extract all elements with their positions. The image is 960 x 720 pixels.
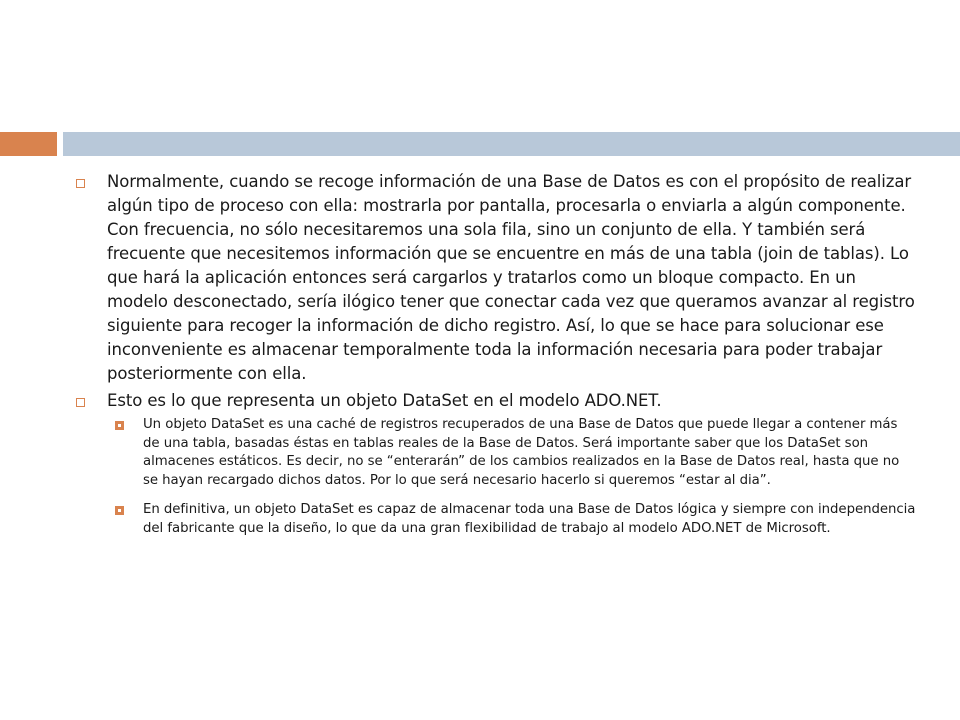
sub-bullet-item-2 — [115, 501, 916, 538]
hollow-square-bullet-icon — [76, 179, 85, 188]
sub-bullet-text-2: En definitiva, un objeto DataSet es capaz de almacenar toda una Base de Datos lógica y siempre con independencia del fabricante que la diseño, lo que da una gran flexibilidad de trabajo al modelo ADO.NET de Microsoft. — [143, 502, 916, 536]
hollow-square-bullet-icon — [76, 398, 85, 407]
filled-square-bullet-icon — [115, 506, 124, 515]
header-accent-bar-orange — [0, 132, 57, 156]
bullet-text-2: Esto es lo que representa un objeto DataSet en el modelo ADO.NET. — [107, 391, 662, 410]
bullet-item-2 — [76, 389, 916, 413]
bullet-item-1 — [76, 170, 916, 386]
filled-square-bullet-icon — [115, 421, 124, 430]
sub-bullet-text-1: Un objeto DataSet es una caché de registros recuperados de una Base de Datos que puede llegar a contener más de una tabla, basadas éstas en tablas reales de la Base de Datos. Será importante saber que los DataSet son almacenes estáticos. Es decir, no se “enterarán” de los cambios realizados en la Base de Datos real, hasta que no se hayan recargado dichos datos. Por lo que será necesario hacerlo si queremos “estar al dia”. — [143, 417, 900, 488]
bullet-text-1: Normalmente, cuando se recoge información de una Base de Datos es con el propósito de realizar algún tipo de proceso con ella: mostrarla por pantalla, procesarla o enviarla a algún componente. Con frecuencia, no sólo necesitaremos una sola fila, sino un conjunto de ella. Y también será frecuente que necesitemos información que se encuentre en más de una tabla (join de tablas). Lo que hará la aplicación entonces será cargarlos y tratarlos como un bloque compacto. En un modelo desconectado, sería ilógico tener que conectar cada vez que queramos avanzar al registro siguiente para recoger la información de dicho registro. Así, lo que se hace para solucionar ese inconveniente es almacenar temporalmente toda la información necesaria para poder trabajar posteriormente con ella. — [107, 172, 915, 383]
header-accent-bar-blue — [63, 132, 960, 156]
sub-bullet-list — [76, 416, 916, 538]
sub-bullet-item-1 — [115, 416, 916, 490]
slide-body — [76, 170, 916, 549]
